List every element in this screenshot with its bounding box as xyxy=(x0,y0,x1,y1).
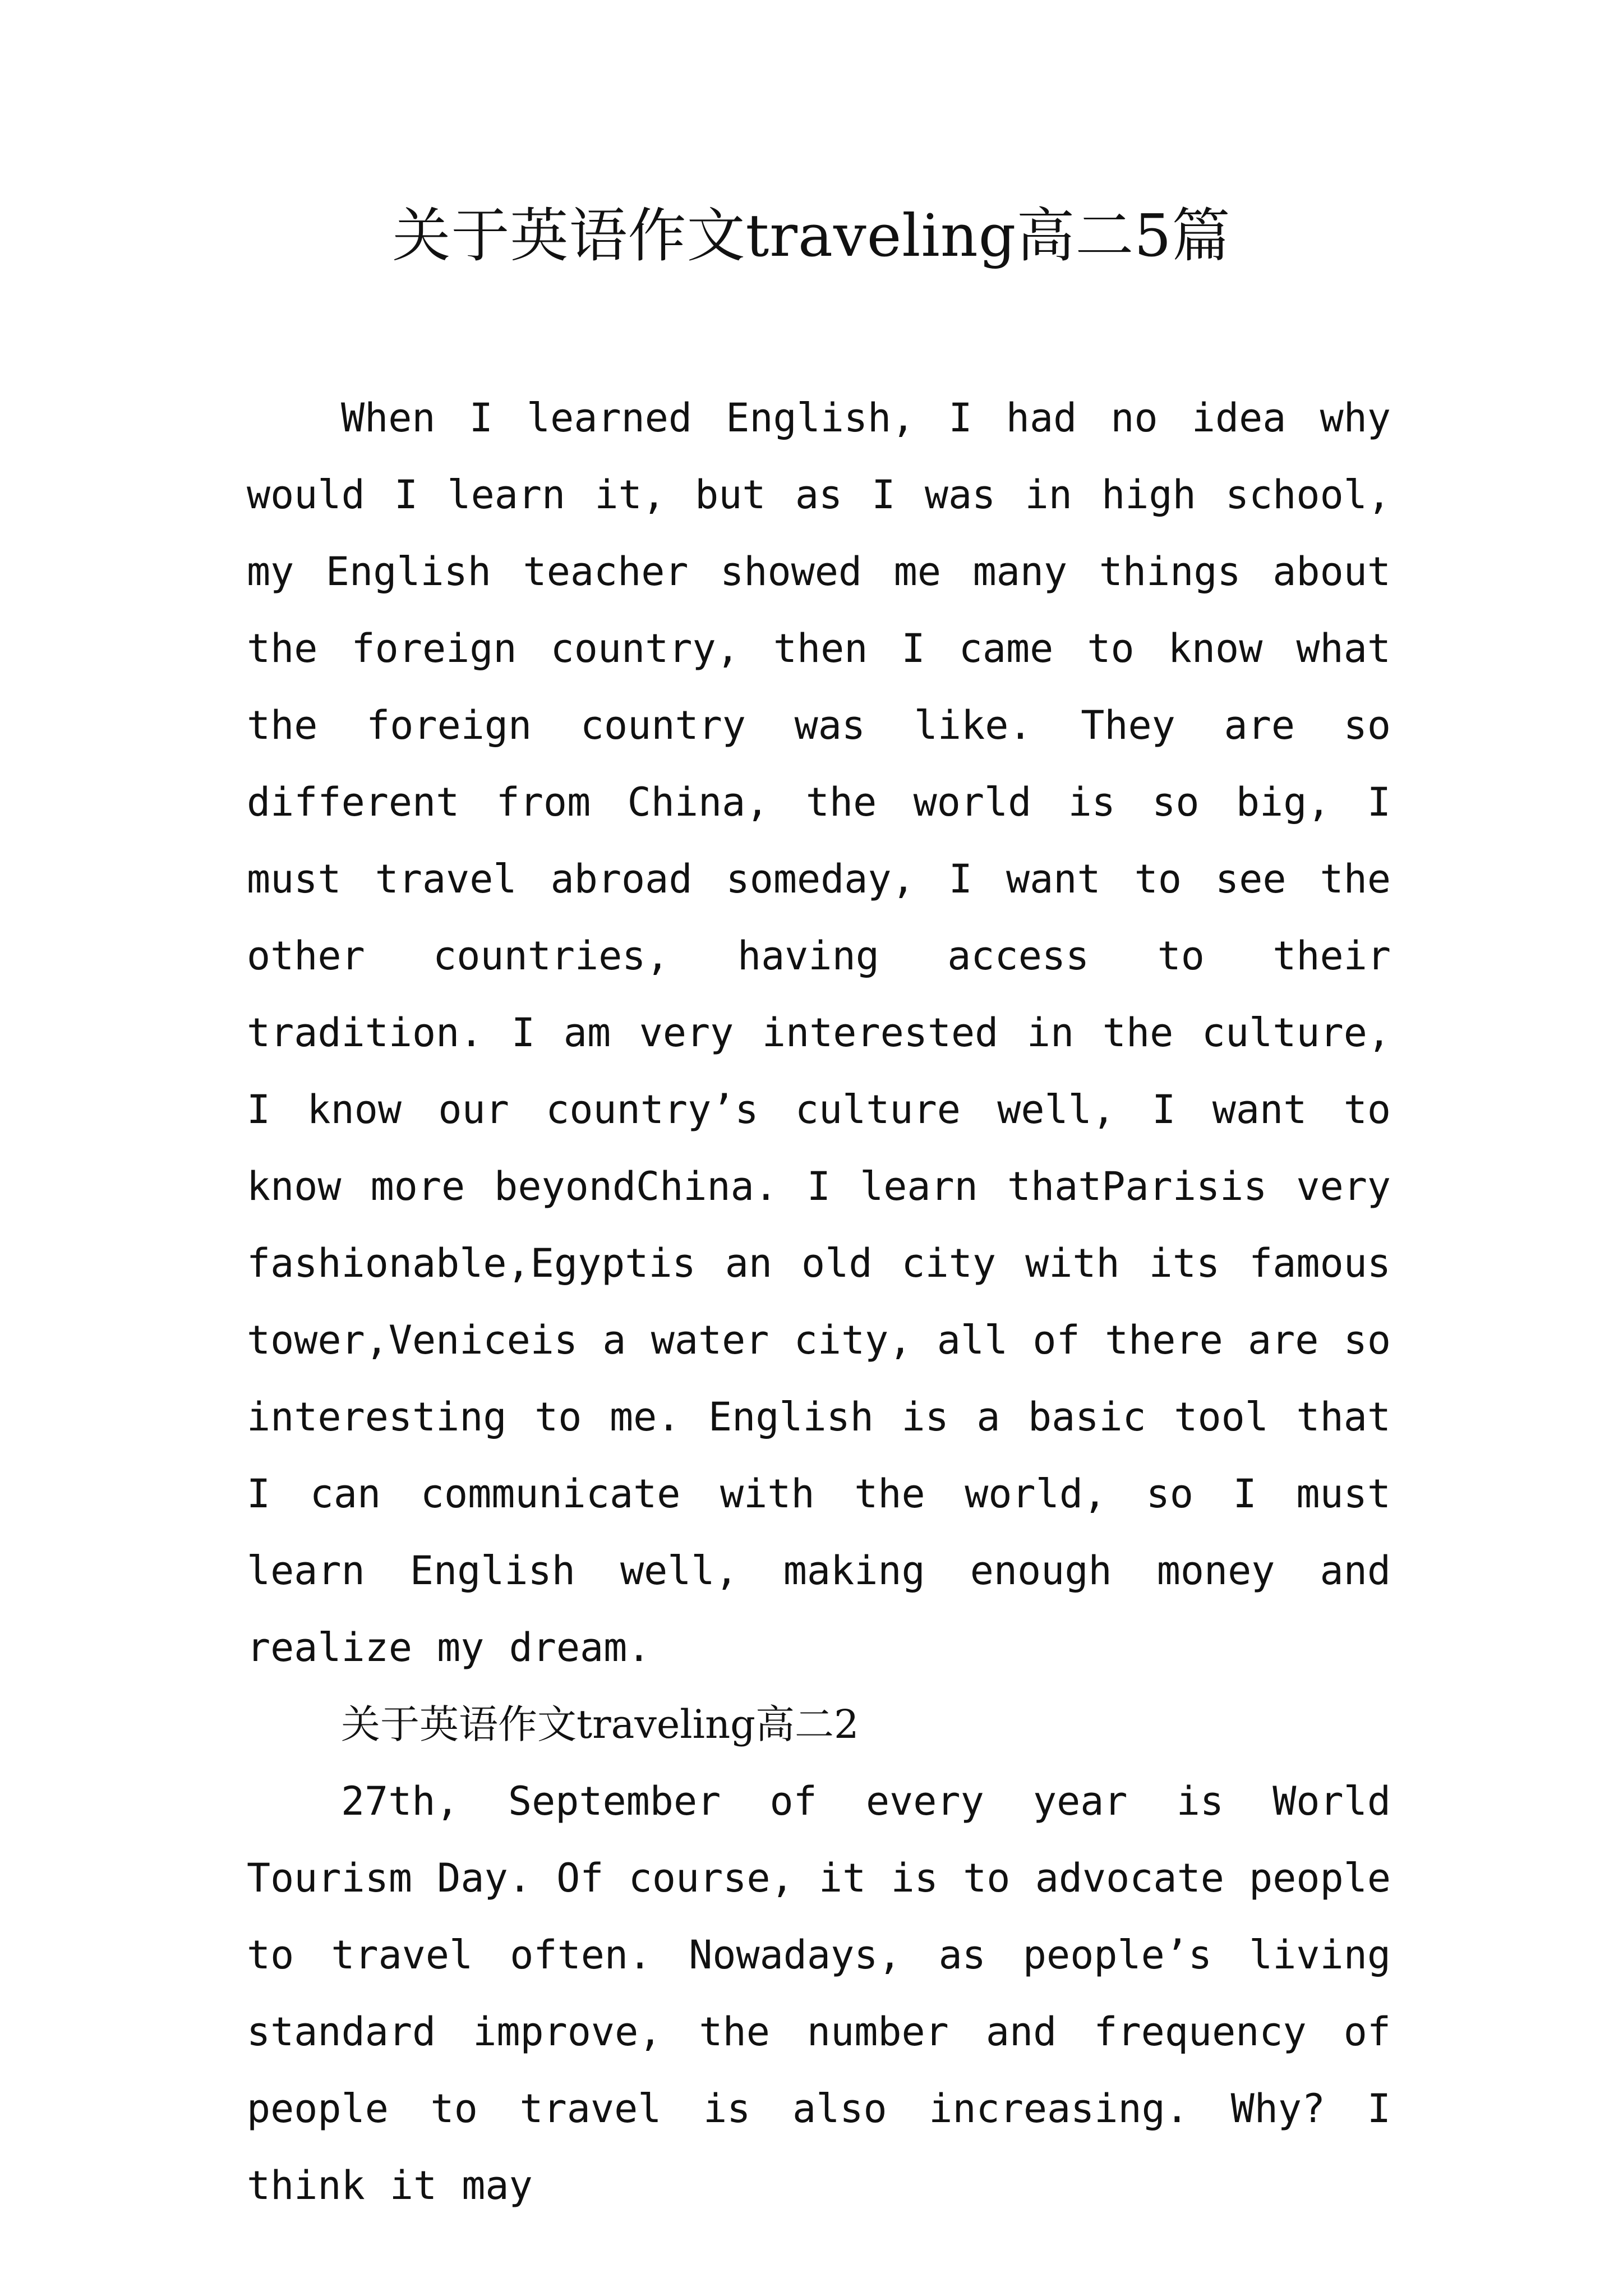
section-2-heading: 关于英语作文traveling高二2 xyxy=(341,1701,859,1747)
document-title: 关于英语作文traveling高二5篇 xyxy=(392,201,1231,270)
paragraph-1: When I learned English, I had no idea why would I learn it, but as I was in high school, my English teacher showed me many things about the foreign country, then I came to know what the foreign country was like. They are so different from China, the world is so big, I must travel abroad someday, I want to see the other countries, having access to their tradition. I am very interested in the culture, I know our country’s culture well, I want to know more beyondChina. I learn thatParisis very fashionable,Egyptis an old city with its famous tower,Veniceis a water city, all of there are so interesting to me. English is a basic tool that I can communicate with the world, so I must learn English well, making enough money and realize my dream. xyxy=(247,395,1391,1671)
document-body xyxy=(247,380,1391,2224)
paragraph-2: 27th, September of every year is World Tourism Day. Of course, it is to advocate people to travel often. Nowadays, as people’s living standard improve, the number and frequency of people to travel is also increasing. Why? I think it may xyxy=(247,1778,1391,2208)
